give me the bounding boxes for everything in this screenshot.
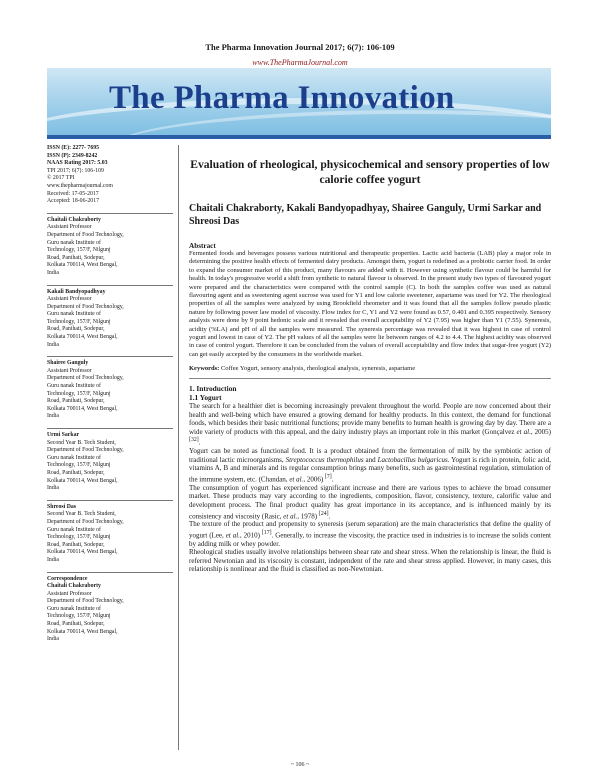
affiliation-line: Technology, 157/F, Nilgunj [47, 462, 111, 469]
affiliation-line: Road, Panihati, Sodepur, [47, 326, 105, 333]
affiliation-line: Guru nanak Institute of [47, 383, 101, 390]
abstract-heading: Abstract [189, 242, 216, 250]
affiliation-line: Kolkata 700114, West Bengal, [47, 262, 118, 269]
author-name: Shreosi Das [47, 503, 77, 510]
banner-underline [47, 135, 551, 139]
metadata-line: NAAS Rating 2017: 5.03 [47, 160, 108, 167]
journal-website[interactable]: www.ThePharmaJournal.com [252, 58, 348, 67]
species-name: Streptococcus thermophilus [285, 455, 364, 464]
metadata-line: TPI 2017; 6(7): 106-109 [47, 167, 104, 174]
paragraph-text: . Generally, to increase the viscosity, the practice used in industries is to increase the solids content by adding milk or whey powder. [189, 531, 551, 548]
affiliation-line: Guru nanak Institute of [47, 526, 101, 533]
affiliation-line: Guru nanak Institute of [47, 454, 101, 461]
journal-banner-title: The Pharma Innovation [109, 80, 455, 116]
body-paragraph: The consumption of yogurt has experienced significant increase and there are various types to achieve the broad consumer market. These products may vary according to the ingredients, composition, flavor, consistency, texture, calorific value and development process. The final product quality has great importance in its acceptance, and is influenced mainly by its consistency and viscosity (Rasic, et al., 1978) [24]. [189, 483, 551, 520]
affiliation-line: Technology, 157/F, Nilgunj [47, 534, 111, 541]
affiliation-line: Second Year B. Tech Student, [47, 511, 116, 518]
keywords-label: Keywords: [189, 365, 220, 373]
affiliation-line: Department of Food Technology, [47, 303, 124, 310]
divider [47, 356, 173, 357]
reference-marker[interactable]: [7] [324, 473, 332, 480]
affiliation-line: Technology, 157/F, Nilgunj [47, 390, 111, 397]
reference-marker[interactable]: [24] [318, 510, 329, 517]
paragraph-text: . Yogurt is rich in protein, folic acid, vitamins A, B and minerals and its regular consumption brings many benefits, such as gastrointestinal regulation, stimulation of the immune system, etc. (Chandan, [189, 455, 551, 484]
author-affiliations [47, 213, 173, 565]
affiliation-line: Road, Panihati, Sodepur, [47, 469, 105, 476]
citation-year: , 2005) [530, 427, 552, 436]
journal-citation-line: The Pharma Innovation Journal 2017; 6(7): 106-109 [205, 42, 395, 52]
affiliation-line: Department of Food Technology, [47, 518, 124, 525]
correspondence-label: Correspondence [47, 575, 88, 582]
affiliation-line: India [47, 485, 59, 492]
body-paragraph: Yogurt can be noted as functional food. It is a product obtained from the fermentation of milk by the symbiotic action of traditional lactic microorganisms, Streptococcus thermophilus and Lactobacillus bulgaricus. Yogurt is rich in protein, folic acid, vitamins A, B and minerals and its regular consumption brings many benefits, such as gastrointestinal regulation, stimulation of the immune system, etc. (Chandan, et al., 2006) [7]. [189, 447, 551, 484]
sidebar-metadata [47, 145, 173, 644]
author-affiliation [47, 356, 173, 421]
citation-year: , 2010) [239, 531, 260, 540]
author-name: Chaitali Chakraborty [47, 216, 101, 223]
divider [47, 285, 173, 286]
metadata-line: Received: 17-05-2017 [47, 190, 99, 197]
section-heading-introduction: 1. Introduction [189, 384, 237, 394]
correspondence-address [47, 591, 173, 644]
affiliation-line: Kolkata 700114, West Bengal, [47, 477, 118, 484]
article-title: Evaluation of rheological, physicochemical and sensory properties of low calorie coffee yogurt [190, 158, 550, 186]
affiliation-line: Road, Panihati, Sodepur, [47, 254, 105, 261]
species-name: Lactobacillus bulgaricus [377, 455, 448, 464]
correspondence-name: Chaitali Chakraborty [47, 583, 101, 590]
affiliation-line: Assistant Professor [47, 367, 92, 374]
journal-metadata [47, 145, 173, 206]
affiliation-line: Road, Panihati, Sodepur, [47, 621, 105, 628]
divider [189, 378, 551, 379]
affiliation-line: Department of Food Technology, [47, 447, 124, 454]
paragraph-text: and [365, 455, 376, 464]
subsection-heading-yogurt: 1.1 Yogurt [189, 393, 222, 403]
reference-marker[interactable]: [32] [189, 437, 199, 444]
body-paragraph: The search for a healthier diet is becoming increasingly prevalent throughout the world. People are now concerned about their health and well-being which have ensured a growing demand for healthy products. In this context, the demand for functional foods, which besides their basic nutritional functions; provide many benefits to human health is growing day by day. There are a wide variety of products with this appeal, and the dairy industry plays an important role in this market (Gonçalvez et al., 2005) [32]. [189, 402, 552, 447]
author-affiliation [47, 285, 173, 350]
affiliation-line: Department of Food Technology, [47, 598, 124, 605]
affiliation-line: Road, Panihati, Sodepur, [47, 398, 105, 405]
metadata-line: Accepted: 18-06-2017 [47, 198, 99, 205]
affiliation-line: Guru nanak Institute of [47, 239, 101, 246]
page-number: ~ 106 ~ [290, 762, 310, 768]
affiliation-line: Kolkata 700114, West Bengal, [47, 549, 118, 556]
affiliation-line: Technology, 157/F, Nilgunj [47, 318, 111, 325]
body-paragraph [189, 520, 551, 548]
divider [47, 500, 173, 501]
author-name: Urmi Sarkar [47, 432, 80, 438]
affiliation-line: Kolkata 700114, West Bengal, [47, 628, 118, 635]
keywords-list: Coffee Yogurt, sensory analysis, rheological analysis, syneresis, aspartame [220, 365, 416, 373]
paragraph-text: The consumption of yogurt has experienced significant increase and there are various types to achieve the broad consumer market. These products may vary according to the ingredients, composition, flavor, consistency, texture, calorific value and development process. The final product quality has great importance in its acceptance, and is influenced mainly by its consistency and viscosity (Rasic, [189, 483, 551, 520]
metadata-line: www.thepharmajournal.com [47, 182, 113, 189]
affiliation-line: Assistant Professor [47, 296, 92, 303]
author-affiliation [47, 213, 173, 278]
citation-year: , 2006) [303, 475, 324, 484]
article-body [189, 150, 551, 574]
affiliation-line: Kolkata 700114, West Bengal, [47, 334, 118, 341]
citation-etal: et al. [283, 511, 298, 520]
journal-banner [47, 68, 551, 135]
keywords-line [189, 365, 551, 372]
affiliation-line: Guru nanak Institute of [47, 311, 101, 318]
author-affiliation [47, 500, 173, 565]
affiliation-line: Road, Panihati, Sodepur, [47, 541, 105, 548]
divider [47, 428, 173, 429]
affiliation-line: Guru nanak Institute of [47, 605, 101, 612]
affiliation-line: Technology, 157/F, Nilgunj [47, 247, 111, 254]
author-name: Kakali Bandyopadhyay [47, 288, 106, 295]
article-authors: Chaitali Chakraborty, Kakali Bandyopadhyay, Shairee Ganguly, Urmi Sarkar and Shreosi Das [189, 203, 542, 227]
body-paragraph: Rheological studies usually involve relationships between shear rate and shear stress. When the relationship is linear, the fluid is referred Newtonian and its viscosity is constant, independent of the rate and shear stress applied. However, in many cases, this relationship is nonlinear and the fluid is classified as non-Newtonian. [189, 548, 551, 574]
citation-etal: et al. [516, 427, 531, 436]
affiliation-line: Assistant Professor [47, 590, 92, 597]
author-name: Shairee Ganguly [47, 360, 89, 367]
paragraph-text: The search for a healthier diet is becoming increasingly prevalent throughout the world. People are now concerned about their health and well-being which have ensured a growing demand for healthy products. In this context, the demand for functional foods, which besides their basic nutritional functions; provide many benefits to human health is growing day by day. There are a wide variety of products with this appeal, and the dairy industry plays an important role in this market (Gonçalvez [189, 402, 551, 436]
divider [47, 572, 173, 573]
affiliation-line: Technology, 157/F, Nilgunj [47, 613, 111, 620]
citation-etal: et al. [289, 475, 304, 484]
metadata-line: ISSN (P): 2349-8242 [47, 152, 98, 159]
citation-etal: et al. [225, 531, 240, 540]
citation-year: , 1978) [297, 511, 318, 520]
correspondence-block [47, 572, 173, 644]
affiliation-line: India [47, 341, 59, 348]
affiliation-line: Kolkata 700114, West Bengal, [47, 405, 118, 412]
affiliation-line: India [47, 269, 59, 276]
affiliation-line: Second Year B. Tech Student, [47, 439, 116, 446]
paragraph-text: Yogurt can be noted as functional food. It is a product obtained from the fermentation of milk by the symbiotic action of traditional lactic microorganisms, [189, 447, 551, 464]
affiliation-line: India [47, 636, 59, 643]
affiliation-line: Department of Food Technology, [47, 375, 124, 382]
metadata-line: ISSN (E): 2277- 7695 [47, 145, 100, 151]
affiliation-line: India [47, 556, 59, 563]
paragraph-text: The texture of the product and propensity to syneresis (serum separation) are the main characteristics that define the quality of yogurt (Lee, [189, 520, 551, 540]
reference-marker[interactable]: [17] [261, 529, 272, 536]
affiliation-line: Assistant Professor [47, 224, 92, 231]
affiliation-line: Department of Food Technology, [47, 231, 124, 238]
metadata-line: © 2017 TPI [47, 175, 75, 182]
divider [47, 213, 173, 214]
abstract-text: Fermented foods and beverages possess various nutritional and therapeutic properties. Lactic acid bacteria (LAB) play a major role in determining the positive health effects of fermented dairy products. Amongst them, yogurt is redefined as a probiotic carrier food. In order to expand the consumer market of this product, many flavours are added with it. However using synthetic flavour could be harmful for health. In today's progressive world a shift from synthetic to natural flavour is observed. In the present study two types of flavoured yogurt were prepared and the characteristics were compared with the control sample (C). In both the samples coffee was used as natural flavouring agent and as sweetening agent sucrose was used for Y1 and low calorie sweetener, aspartame was used for Y2. The rheological properties of all the samples were analyzed by using Brookfield rheometer and it was found that all the samples follow pseudo plastic nature by following power law model of viscosity. Flow index for C, Y1 and Y2 were found as 0.57, 0.401 and 0.395 respectively. Sensory analysis were done by 9 point hedonic scale and it revealed that overall acceptability of Y2 (7.95) was higher than Y1 (7.55). Syneresis, acidity (%LA) and pH of all the samples were measured. The syneresis percentage was revealed that it was highest in case of control yogurt and lowest in case of Y2. The pH values of all the samples were lie between ranges of 4.2 to 4.4. The highest acidity was observed in case of control yogurt. Therefore it can be concluded from the values of overall acceptability and flow index that sugar-free yogurt (Y2) can get easily accepted by the consumers in the worldwide market. [189, 250, 551, 358]
affiliation-line: India [47, 413, 59, 420]
column-divider [178, 145, 179, 750]
author-affiliation [47, 428, 173, 493]
